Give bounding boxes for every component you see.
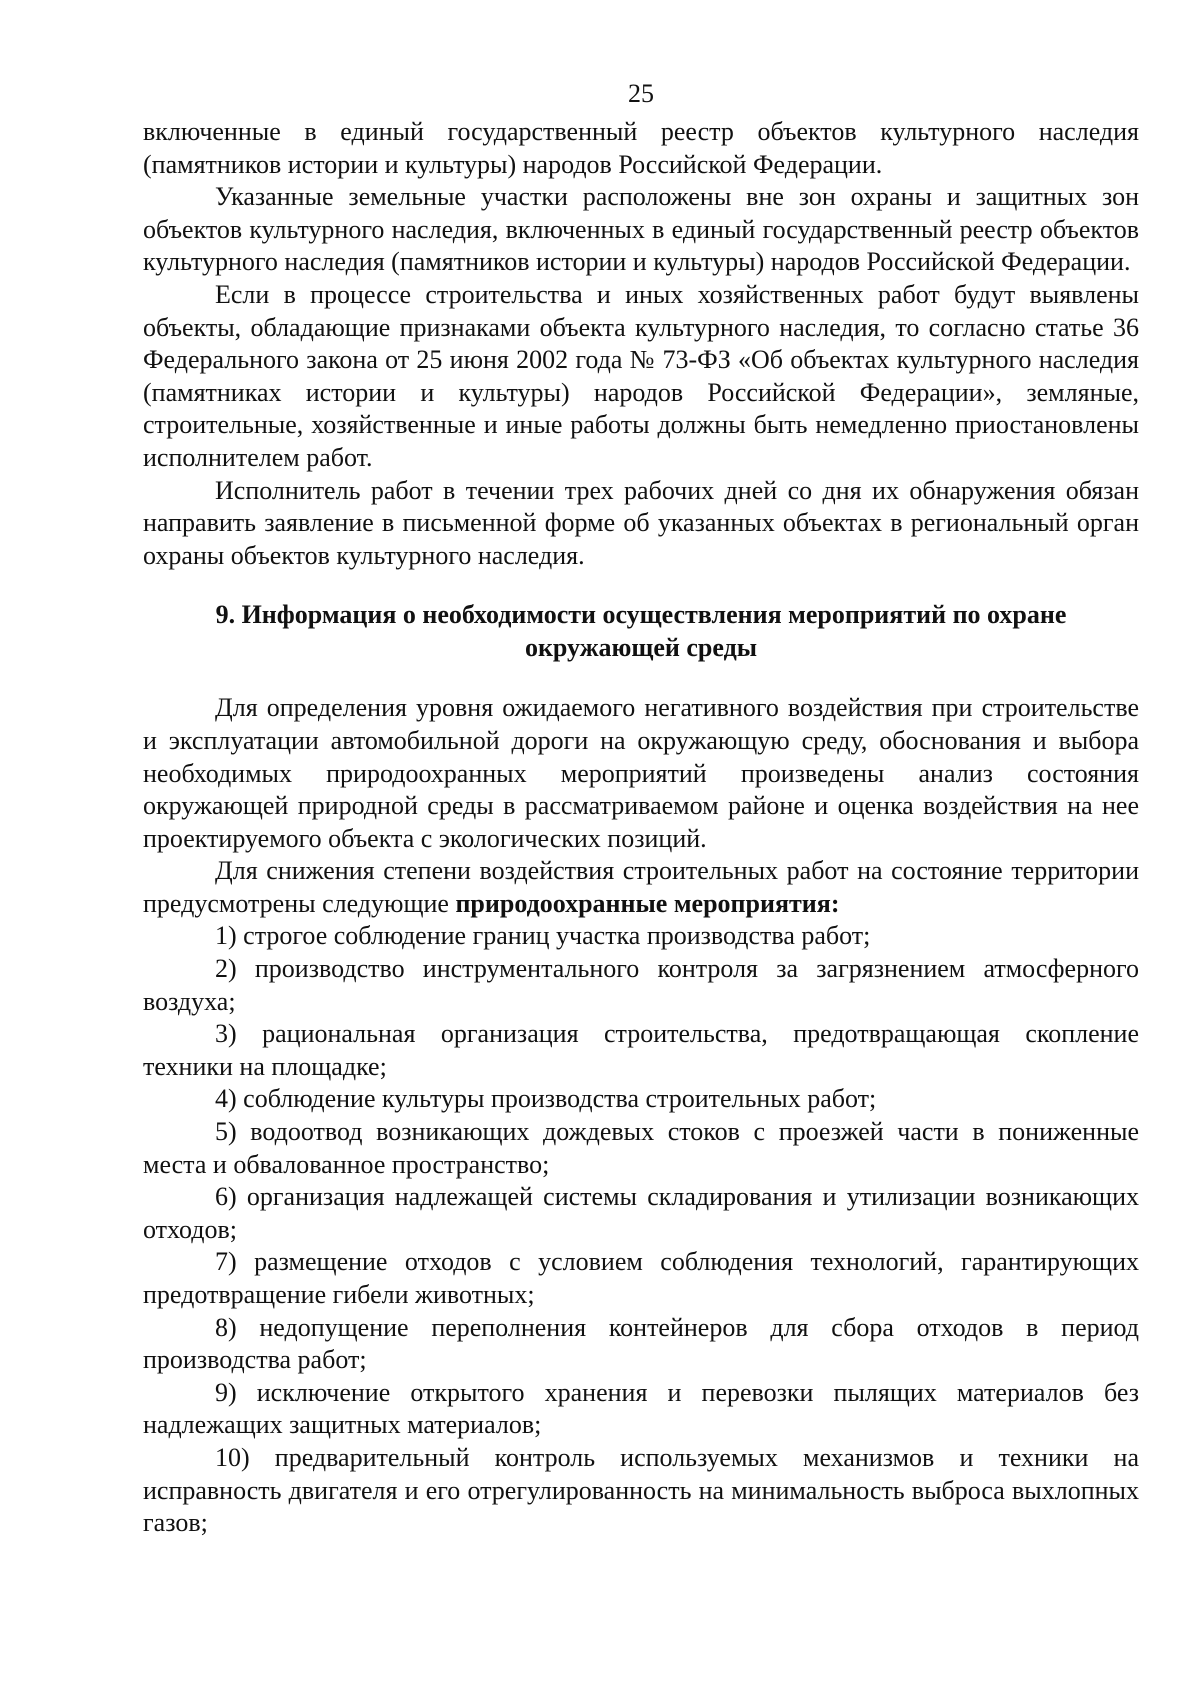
- paragraph-impact-assessment: Для определения уровня ожидаемого негативного воздействия при строительстве и эксплуатации автомобильной дороги на окружающую среду, обоснования и выбора необходимых природоохранных мероприятий произведены анализ состояния окружающей природной среды в рассматриваемом районе и оценка воздействия на нее проектируемого объекта с экологических позиций.: [143, 693, 1139, 853]
- paragraph-land-plots: Указанные земельные участки расположены вне зон охраны и защитных зон объектов культурного наследия, включенных в единый государственный реестр объектов культурного наследия (памятников истории и культуры) народов Российской Федерации.: [143, 182, 1139, 277]
- list-item: 5) водоотвод возникающих дождевых стоков с проезжей части в пониженные места и обвалованное пространство;: [143, 1117, 1139, 1179]
- list-item: 9) исключение открытого хранения и перевозки пылящих материалов без надлежащих защитных материалов;: [143, 1377, 1139, 1440]
- section-9-heading-line-2: окружающей среды: [524, 633, 758, 663]
- measures-intro-text: Для снижения степени воздействия строительных работ на состояние территории предусмотрены следующие: [143, 856, 1139, 918]
- page-number: 25: [628, 79, 654, 108]
- measures-intro-bold: природоохранные мероприятия:: [455, 888, 840, 918]
- list-item: 6) организация надлежащей системы складирования и утилизации возникающих отходов;: [143, 1182, 1139, 1244]
- list-item: 1) строгое соблюдение границ участка производства работ;: [215, 921, 871, 951]
- paragraph-contractor-duty: Исполнитель работ в течении трех рабочих дней со дня их обнаружения обязан направить заявление в письменной форме об указанных объектах в региональный орган охраны объектов культурного наследия.: [143, 475, 1139, 570]
- list-item: 4) соблюдение культуры производства строительных работ;: [215, 1084, 877, 1114]
- section-9-heading: [143, 598, 1139, 664]
- list-item: 10) предварительный контроль используемых механизмов и техники на исправность двигателя и его отрегулированность на минимальность выброса выхлопных газов;: [143, 1442, 1139, 1538]
- section-9-heading-line-1: 9. Информация о необходимости осуществления мероприятий по охране: [215, 600, 1067, 630]
- list-item: 3) рациональная организация строительства, предотвращающая скопление техники на площадке;: [143, 1019, 1139, 1081]
- paragraph-register-continuation: включенные в единый государственный реестр объектов культурного наследия (памятников истории и культуры) народов Российской Федерации.: [143, 117, 1139, 179]
- page-content: [143, 80, 1139, 1540]
- list-item: 2) производство инструментального контроля за загрязнением атмосферного воздуха;: [143, 954, 1139, 1016]
- list-item: 7) размещение отходов с условием соблюдения технологий, гарантирующих предотвращение гибели животных;: [143, 1247, 1139, 1309]
- paragraph-measures-intro: [143, 855, 1139, 920]
- list-item: 8) недопущение переполнения контейнеров для сбора отходов в период производства работ;: [143, 1312, 1139, 1375]
- paragraph-discovered-objects: Если в процессе строительства и иных хозяйственных работ будут выявлены объекты, обладающие признаками объекта культурного наследия, то согласно статье 36 Федерального закона от 25 июня 2002 года № 73-ФЗ «Об объектах культурного наследия (памятниках истории и культуры) народов Российской Федерации», земляные, строительные, хозяйственные и иные работы должны быть немедленно приостановлены исполнителем работ.: [143, 279, 1139, 472]
